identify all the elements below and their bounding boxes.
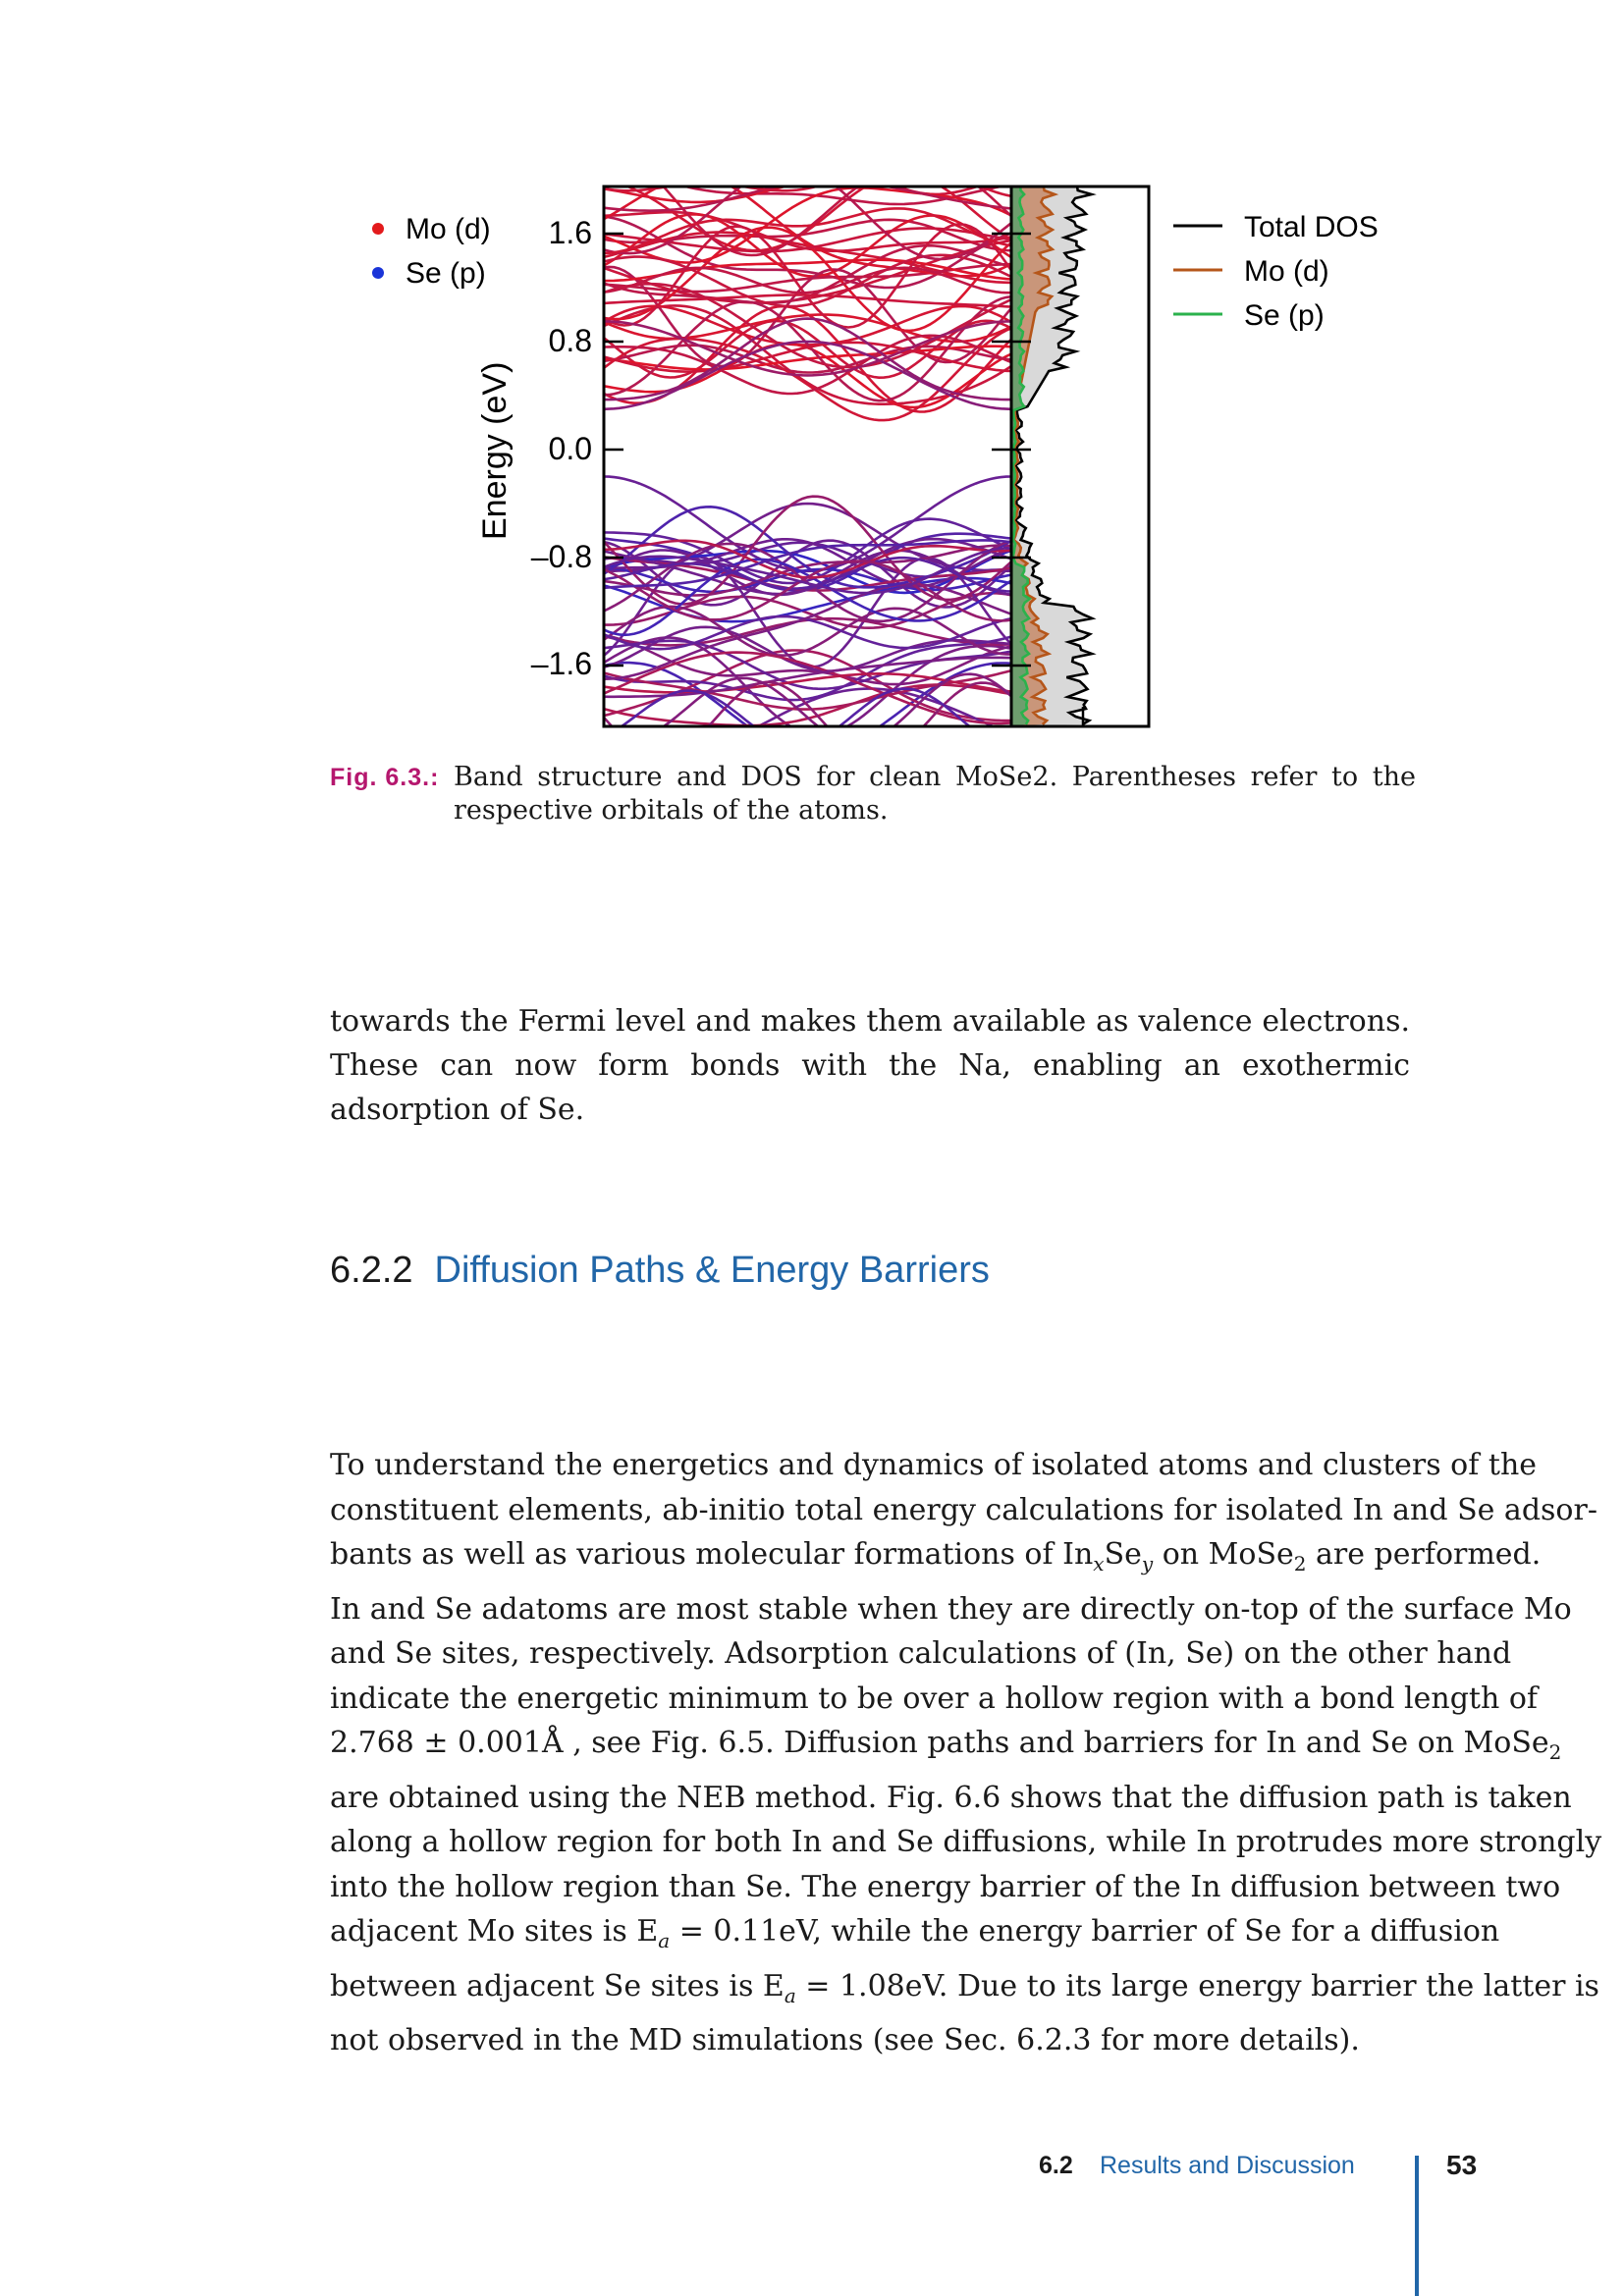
text-line: along a hollow region for both In and Se diffusions, while In protrudes more strongly — [330, 1825, 1602, 1859]
caption-label: Fig. 6.3.: — [330, 764, 440, 791]
caption-text: Band structure and DOS for clean MoSe2. Parentheses refer to the respective orbitals of the atoms. — [454, 762, 1416, 826]
ytick-label: 1.6 — [548, 215, 592, 250]
band-line — [604, 305, 1011, 403]
text-line: into the hollow region than Se. The energy barrier of the In diffusion between two — [330, 1869, 1561, 1904]
ytick-label: –0.8 — [530, 539, 592, 574]
dos-curves — [1011, 187, 1092, 726]
band-legend-mo: Mo (d) — [406, 213, 491, 245]
band-structure-figure — [353, 172, 1434, 741]
text-line: and Se sites, respectively. Adsorption calculations of (In, Se) on the other hand — [330, 1636, 1512, 1671]
ytick-label: 0.0 — [548, 431, 592, 466]
footer-bar — [1415, 2156, 1419, 2296]
y-axis-label: Energy (eV) — [476, 361, 514, 540]
text-line: 2.768 ± 0.001Å , see Fig. 6.5. Diffusion paths and barriers for In and Se on MoSe$_2$ — [330, 1726, 1562, 1764]
band-legend-se: Se (p) — [406, 257, 486, 290]
band-line — [604, 172, 1011, 194]
dos-legend-se: Se (p) — [1244, 299, 1325, 332]
text-line: constituent elements, ab-initio total energy calculations for isolated In and Se adsor- — [330, 1492, 1597, 1527]
text-line: not observed in the MD simulations (see Sec. 6.2.3 for more details). — [330, 2023, 1360, 2057]
text-line: In and Se adatoms are most stable when they are directly on-top of the surface Mo — [330, 1591, 1572, 1627]
band-legend — [372, 213, 491, 290]
mo-d-marker — [372, 223, 384, 235]
text-line: between adjacent Se sites is $E_a = 1.08eV$. Due to its large energy barrier the latter is — [330, 1968, 1599, 2007]
paragraph — [330, 1443, 1602, 2063]
dos-legend-total: Total DOS — [1244, 211, 1379, 243]
text-line: adjacent Mo sites is $E_a = 0.11eV$, while the energy barrier of Se for a diffusion — [330, 1914, 1500, 1952]
section-heading — [330, 1250, 990, 1292]
page-number: 53 — [1446, 2150, 1478, 2180]
paragraph: towards the Fermi level and makes them available as valence electrons. These can now form bonds with the Na, enabling an exothermic adsorption of Se. — [330, 1004, 1410, 1127]
text-line: indicate the energetic minimum to be over a hollow region with a bond length of — [330, 1681, 1538, 1716]
se-p-marker — [372, 267, 384, 279]
section-title: Diffusion Paths & Energy Barriers — [434, 1250, 990, 1291]
dos-legend-mo: Mo (d) — [1244, 255, 1329, 288]
footer-section-number: 6.2 — [1039, 2152, 1073, 2179]
text-line: are obtained using the NEB method. Fig. 6.6 shows that the diffusion path is taken — [330, 1780, 1572, 1815]
footer-section-title: Results and Discussion — [1100, 2152, 1355, 2179]
dos-legend — [1173, 211, 1379, 332]
text-line: To understand the energetics and dynamics of isolated atoms and clusters of the — [330, 1448, 1538, 1482]
ytick-label: –1.6 — [530, 646, 592, 681]
text-line: bants as well as various molecular formations of $In_xSe_y$ on MoSe$_2$ are performed. — [330, 1537, 1542, 1575]
ytick-label: 0.8 — [548, 323, 592, 358]
band-lines — [604, 172, 1011, 741]
section-number: 6.2.2 — [330, 1250, 413, 1291]
y-ticks — [531, 215, 592, 681]
band-dos-chart — [353, 172, 1434, 741]
